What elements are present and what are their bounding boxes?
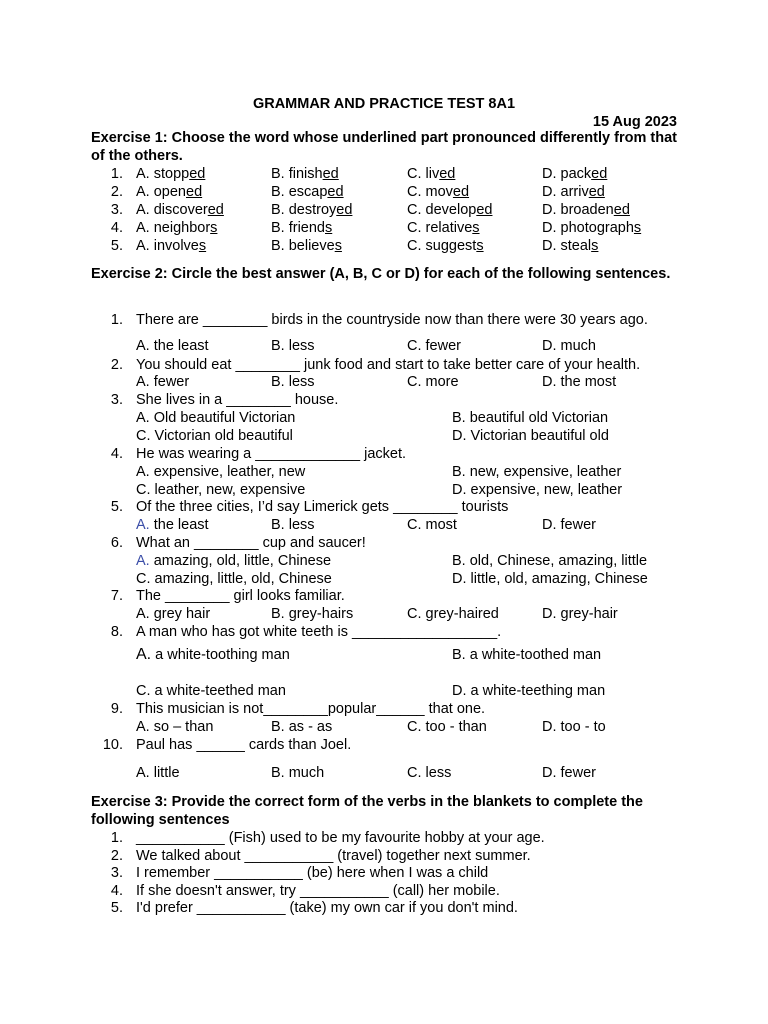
- question-number: 10.: [102, 737, 123, 753]
- option-c: C. grey-haired: [407, 606, 499, 622]
- exercise-1-option: B. friends: [271, 220, 333, 236]
- underlined-part: s: [633, 220, 642, 236]
- question-text: This musician is not________popular______ that one.: [136, 701, 486, 717]
- exercise-3-sentence: I remember ___________ (be) here when I was a child: [136, 865, 489, 881]
- option-a: A. a white-toothing man: [136, 646, 290, 663]
- option-b: B. old, Chinese, amazing, little: [452, 553, 648, 569]
- underlined-part: s: [325, 220, 333, 236]
- exercise-1-option: B. believes: [271, 238, 342, 254]
- exercise-3-number: 4.: [110, 882, 123, 899]
- exercise-1-option: C. developed: [407, 202, 493, 218]
- option-d: D. grey-hair: [542, 606, 618, 622]
- exercise-1-option: C. lived: [407, 166, 456, 182]
- option-d: D. too - to: [542, 719, 606, 735]
- option-c: C. Victorian old beautiful: [136, 428, 293, 444]
- option-c: C. more: [407, 374, 459, 390]
- underlined-part: ed: [327, 184, 344, 200]
- option-c: C. too - than: [407, 719, 487, 735]
- exercise-1-option: A. neighbors: [136, 220, 218, 236]
- exercise-1-option: D. steals: [542, 238, 599, 254]
- option-b: B. new, expensive, leather: [452, 464, 622, 480]
- option-a: A. expensive, leather, new: [136, 464, 306, 480]
- question-text: You should eat ________ junk food and start to take better care of your health.: [136, 357, 641, 373]
- question-text: She lives in a ________ house.: [136, 392, 339, 408]
- option-d: D. fewer: [542, 517, 596, 533]
- option-b: B. much: [271, 765, 325, 781]
- option-a: A. grey hair: [136, 606, 211, 622]
- underlined-part: s: [198, 238, 207, 254]
- option-d: D. much: [542, 338, 596, 354]
- option-a: A. the least: [136, 517, 209, 533]
- underlined-part: ed: [336, 202, 353, 218]
- option-a: A. Old beautiful Victorian: [136, 410, 296, 426]
- underlined-part: s: [591, 238, 599, 254]
- option-d: D. Victorian beautiful old: [452, 428, 609, 444]
- exercise-1-number: 3.: [110, 202, 123, 218]
- exercise-1-option: C. relatives: [407, 220, 480, 236]
- exercise-3-number: 2.: [110, 847, 123, 864]
- option-b: B. less: [271, 338, 315, 354]
- page-title: GRAMMAR AND PRACTICE TEST 8A1: [252, 96, 516, 112]
- question-number: 5.: [110, 499, 123, 515]
- question-number: 8.: [110, 624, 123, 640]
- exercise-1-option: D. arrived: [542, 184, 605, 200]
- question-text: What an ________ cup and saucer!: [136, 535, 366, 551]
- exercise-1-heading: Exercise 1: Choose the word whose underlined part pronounced differently from that of the others.: [91, 130, 677, 164]
- exercise-3-heading: Exercise 3: Provide the correct form of the verbs in the blankets to complete the following sentences: [91, 794, 643, 828]
- exercise-3-number: 3.: [110, 865, 123, 881]
- exercise-1-option: A. involves: [136, 238, 207, 254]
- exercise-1-number: 1.: [110, 166, 123, 182]
- option-a: A. the least: [136, 338, 209, 354]
- option-d: D. a white-teething man: [452, 683, 606, 699]
- test-date: 15 Aug 2023: [592, 114, 677, 130]
- question-number: 4.: [110, 446, 123, 462]
- exercise-1-option: A. discovered: [136, 202, 224, 218]
- question-number: 9.: [110, 701, 123, 717]
- question-number: 2.: [110, 357, 123, 373]
- question-number: 1.: [110, 312, 123, 328]
- exercise-1-number: 4.: [110, 220, 123, 236]
- underlined-part: s: [476, 238, 484, 254]
- underlined-part: s: [472, 220, 480, 236]
- underlined-part: ed: [189, 166, 206, 182]
- exercise-3-number: 1.: [110, 830, 123, 846]
- exercise-1-number: 2.: [110, 184, 123, 200]
- underlined-part: ed: [588, 184, 605, 200]
- question-text: He was wearing a _____________ jacket.: [136, 446, 407, 462]
- option-b: B. grey-hairs: [271, 606, 354, 622]
- question-text: There are ________ birds in the countryside now than there were 30 years ago.: [136, 312, 648, 328]
- option-c: C. less: [407, 765, 452, 781]
- option-d: D. expensive, new, leather: [452, 482, 623, 498]
- option-a: A. amazing, old, little, Chinese: [136, 553, 332, 569]
- underlined-part: ed: [591, 166, 608, 182]
- question-number: 7.: [110, 588, 123, 604]
- exercise-1-option: D. broadened: [542, 202, 630, 218]
- exercise-3-number: 5.: [110, 900, 123, 916]
- option-b: B. less: [271, 517, 315, 533]
- exercise-3-sentence: ___________ (Fish) used to be my favourite hobby at your age.: [136, 830, 545, 846]
- option-b: B. as - as: [271, 719, 333, 735]
- underlined-part: ed: [207, 202, 224, 218]
- underlined-part: ed: [476, 202, 493, 218]
- underlined-part: ed: [186, 184, 203, 200]
- underlined-part: ed: [452, 184, 470, 200]
- exercise-1-option: A. opened: [136, 184, 203, 200]
- exercise-3-sentence: If she doesn't answer, try ___________ (call) her mobile.: [136, 882, 500, 899]
- question-number: 3.: [110, 392, 123, 408]
- exercise-1-option: B. destroyed: [271, 202, 353, 218]
- underlined-part: ed: [322, 166, 339, 182]
- question-text: A man who has got white teeth is __________________.: [136, 624, 502, 640]
- exercise-1-option: D. packed: [542, 166, 608, 182]
- option-c: C. fewer: [407, 338, 461, 354]
- option-c: C. amazing, little, old, Chinese: [136, 571, 332, 587]
- exercise-1-option: A. stopped: [136, 166, 206, 182]
- option-d: D. the most: [542, 374, 617, 390]
- exercise-1-option: C. moved: [407, 184, 470, 200]
- option-b: B. beautiful old Victorian: [452, 410, 609, 426]
- option-d: D. little, old, amazing, Chinese: [452, 571, 648, 587]
- option-c: C. most: [407, 517, 457, 533]
- exercise-3-sentence: I'd prefer ___________ (take) my own car if you don't mind.: [136, 900, 518, 916]
- underlined-part: ed: [613, 202, 630, 218]
- exercise-3-sentence: We talked about ___________ (travel) together next summer.: [136, 847, 531, 864]
- exercise-1-number: 5.: [110, 238, 123, 254]
- option-c: C. leather, new, expensive: [136, 482, 306, 498]
- exercise-1-option: B. escaped: [271, 184, 344, 200]
- question-text: Paul has ______ cards than Joel.: [136, 737, 352, 753]
- underlined-part: s: [334, 238, 342, 254]
- underlined-part: s: [210, 220, 218, 236]
- option-c: C. a white-teethed man: [136, 683, 286, 699]
- exercise-1-option: C. suggests: [407, 238, 484, 254]
- option-a: A. fewer: [136, 374, 190, 390]
- option-a: A. so – than: [136, 719, 214, 735]
- option-b: B. less: [271, 374, 315, 390]
- option-b: B. a white-toothed man: [452, 647, 602, 663]
- question-text: The ________ girl looks familiar.: [136, 588, 345, 604]
- exercise-1-option: B. finished: [271, 166, 339, 182]
- underlined-part: ed: [439, 166, 456, 182]
- option-d: D. fewer: [542, 765, 596, 781]
- exercise-2-heading: Exercise 2: Circle the best answer (A, B, C or D) for each of the following sentences.: [91, 266, 671, 282]
- question-number: 6.: [110, 535, 123, 551]
- question-text: Of the three cities, I’d say Limerick gets ________ tourists: [136, 499, 509, 515]
- option-a: A. little: [136, 765, 180, 781]
- exercise-1-option: D. photographs: [542, 220, 642, 236]
